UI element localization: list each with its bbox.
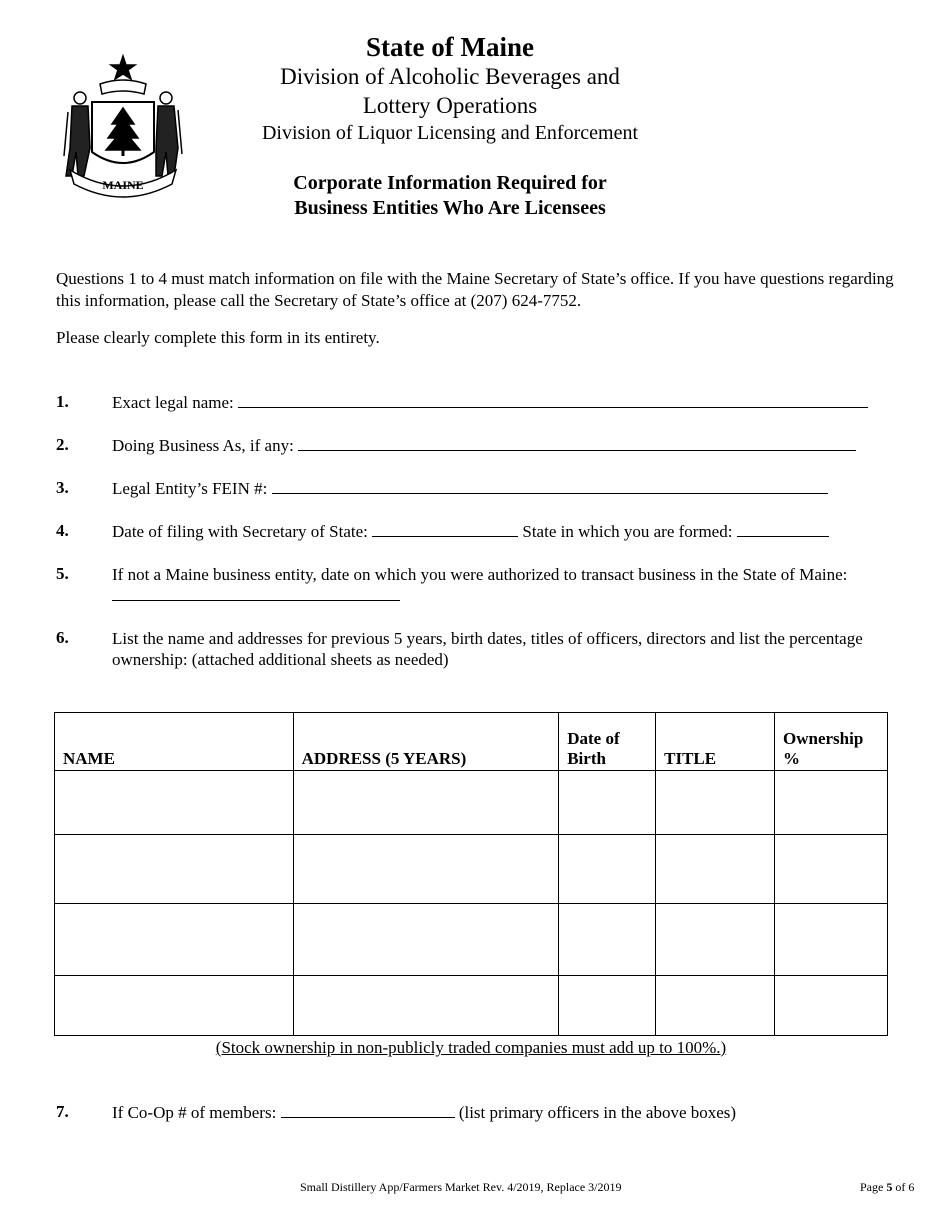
state-formed-field[interactable]	[737, 522, 829, 537]
address-cell[interactable]	[293, 976, 559, 1036]
birth-date-cell[interactable]	[559, 976, 656, 1036]
column-header-name: NAME	[55, 713, 294, 771]
table-row	[55, 835, 888, 904]
table-row	[55, 771, 888, 835]
address-cell[interactable]	[293, 904, 559, 976]
question-label-state: State in which you are formed:	[522, 522, 733, 541]
name-cell[interactable]	[55, 976, 294, 1036]
question-number: 4.	[56, 521, 69, 540]
question-label: Exact legal name:	[112, 393, 234, 412]
ownership-note-text: (Stock ownership in non-publicly traded companies must add up to 100%.)	[215, 1038, 727, 1057]
column-header-address: ADDRESS (5 YEARS)	[293, 713, 559, 771]
question-label: If Co-Op # of members:	[112, 1103, 277, 1122]
question-fein	[112, 478, 828, 499]
officers-table	[54, 712, 888, 1036]
title-cell[interactable]	[656, 904, 775, 976]
form-title-line-1: Corporate Information Required for	[293, 172, 607, 194]
page-number: 5	[886, 1180, 893, 1194]
page-indicator	[860, 1180, 914, 1195]
ownership-cell[interactable]	[775, 835, 888, 904]
ownership-cell[interactable]	[775, 771, 888, 835]
division-subtitle: Division of Liquor Licensing and Enforcement	[261, 122, 638, 144]
question-label: If not a Maine business entity, date on which you were authorized to transact business in the State of Maine:	[112, 565, 848, 584]
address-cell[interactable]	[293, 771, 559, 835]
question-number: 2.	[56, 435, 69, 454]
column-header-ownership: Ownership %	[775, 713, 888, 771]
question-number: 6.	[56, 628, 69, 647]
legal-name-field[interactable]	[238, 393, 868, 408]
birth-date-cell[interactable]	[559, 904, 656, 976]
question-suffix: (list primary officers in the above boxes)	[458, 1103, 737, 1122]
dba-field[interactable]	[298, 436, 856, 451]
svg-text:MAINE: MAINE	[102, 178, 144, 192]
fein-field[interactable]	[272, 479, 828, 494]
table-row	[55, 976, 888, 1036]
ownership-cell[interactable]	[775, 976, 888, 1036]
state-title: State of Maine	[366, 32, 534, 62]
question-number: 5.	[56, 564, 69, 583]
question-authorization-date	[112, 564, 892, 606]
page-suffix: of 6	[895, 1180, 915, 1194]
form-title-line-2: Business Entities Who Are Licensees	[294, 197, 606, 219]
form-revision: Small Distillery App/Farmers Market Rev. 4/2019, Replace 3/2019	[300, 1180, 622, 1194]
maine-state-seal-icon	[62, 52, 184, 198]
question-number: 7.	[56, 1102, 69, 1121]
authorization-date-field[interactable]	[112, 586, 400, 601]
instruction-paragraph: Please clearly complete this form in its entirety.	[56, 328, 380, 347]
question-label: Legal Entity’s FEIN #:	[112, 479, 268, 498]
title-cell[interactable]	[656, 771, 775, 835]
title-cell[interactable]	[656, 976, 775, 1036]
question-dba	[112, 435, 856, 456]
question-officers: List the name and addresses for previous 5 years, birth dates, titles of officers, directors and list the percentage ownership: (attached additional sheets as needed)	[112, 629, 863, 669]
division-line-1: Division of Alcoholic Beverages and	[280, 64, 620, 89]
question-coop-members	[112, 1102, 736, 1123]
question-number: 1.	[56, 392, 69, 411]
question-label: Doing Business As, if any:	[112, 436, 294, 455]
question-number: 3.	[56, 478, 69, 497]
name-cell[interactable]	[55, 835, 294, 904]
division-line-2: Lottery Operations	[362, 93, 538, 118]
column-header-birth-date: Date of Birth	[559, 713, 656, 771]
table-header-row	[55, 713, 888, 771]
question-filing-date	[112, 521, 829, 542]
name-cell[interactable]	[55, 771, 294, 835]
question-label: Date of filing with Secretary of State:	[112, 522, 368, 541]
page-prefix: Page	[860, 1180, 884, 1194]
ownership-cell[interactable]	[775, 904, 888, 976]
address-cell[interactable]	[293, 835, 559, 904]
intro-paragraph: Questions 1 to 4 must match information on file with the Maine Secretary of State’s office. If you have questions regarding this information, please call the Secretary of State’s office at (207) 624-7752.	[56, 269, 894, 310]
ownership-note	[54, 1038, 888, 1058]
coop-members-field[interactable]	[281, 1103, 455, 1118]
birth-date-cell[interactable]	[559, 771, 656, 835]
filing-date-field[interactable]	[372, 522, 518, 537]
question-legal-name	[112, 392, 868, 413]
title-cell[interactable]	[656, 835, 775, 904]
column-header-title: TITLE	[656, 713, 775, 771]
birth-date-cell[interactable]	[559, 835, 656, 904]
table-row	[55, 904, 888, 976]
name-cell[interactable]	[55, 904, 294, 976]
